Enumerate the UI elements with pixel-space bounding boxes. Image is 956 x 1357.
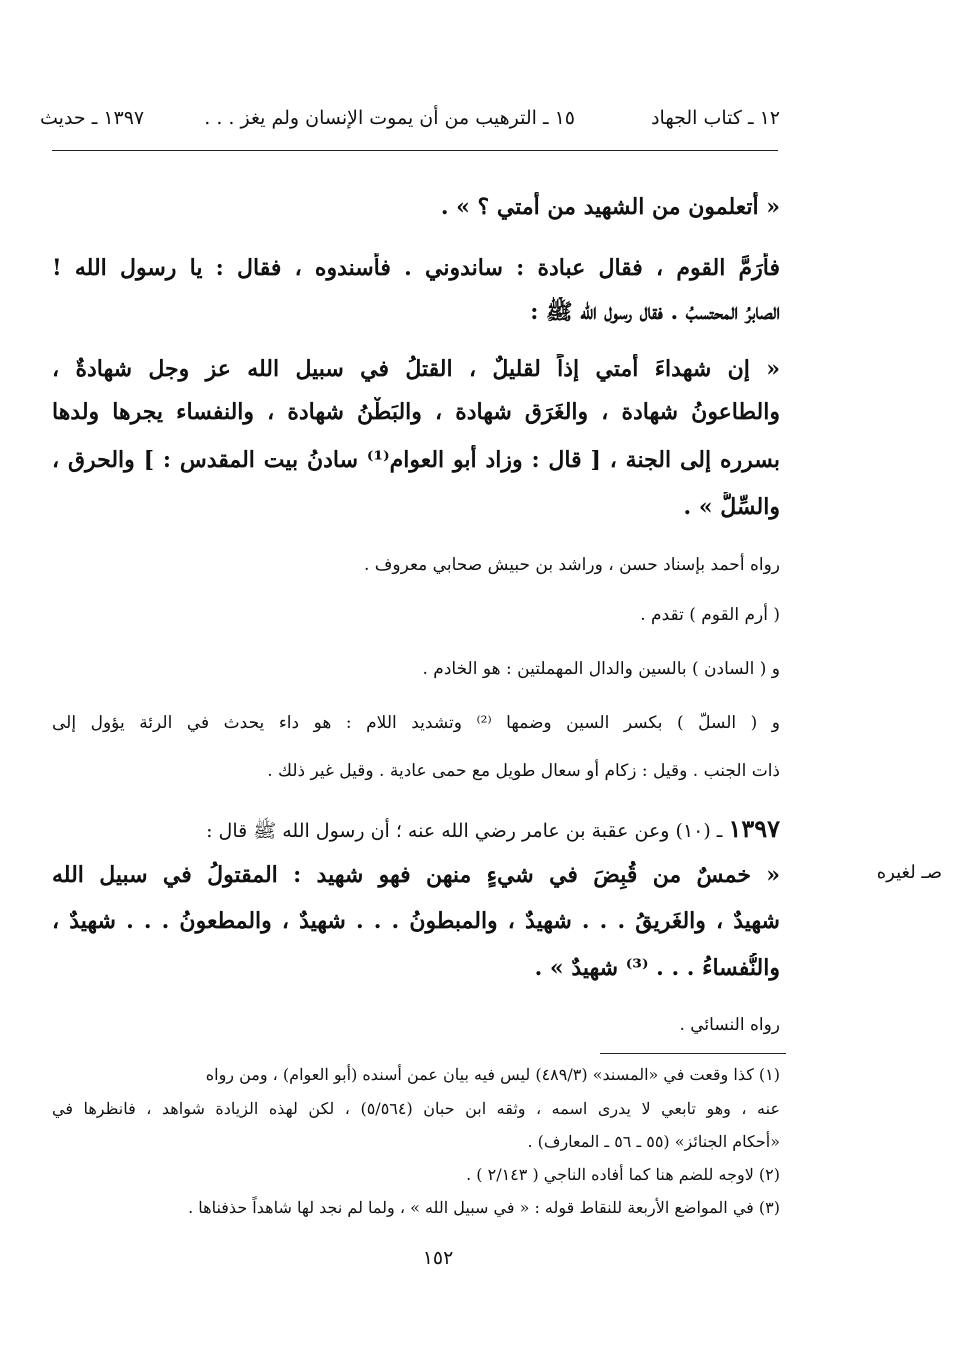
main-text-line: والسِّلُّ » . [683, 494, 780, 520]
main-text-line: فأَرَمَّ القوم ، فقال عبادة : ساندوني . فأسندوه ، فقال : يا رسول الله ! [52, 255, 780, 281]
footnote-line: (١) كذا وقعت في «المسند» (٤٨٩/٣) ليس فيه بيان عمن أسنده (أبو العوام) ، ومن رواه [205, 1065, 780, 1084]
page-number: ١٥٢ [422, 1247, 454, 1269]
header-section: ١٥ ـ الترهيب من أن يموت الإنسان ولم يغز . . . [204, 107, 575, 129]
note-line: رواه أحمد بإسناد حسن ، وراشد بن حبيش صحابي معروف . [363, 555, 780, 575]
footnote-line: (٢) لاوجه للضم هنا كما أفاده الناجي ( ٢/١٤٣ ) . [466, 1165, 780, 1184]
note-line: و ( السادن ) بالسين والدال المهملتين : هو الخادم . [422, 659, 780, 679]
hadith-number: ١٣٩٧ [728, 814, 780, 843]
header-rule [52, 150, 778, 151]
hadith-heading [52, 814, 780, 846]
hadith-text-line: شهيدٌ ، والغَريقُ . . . شهيدٌ ، والمبطونُ . . . شهيدٌ ، والمطعونُ . . . شهيدٌ ، [52, 908, 780, 934]
hadith-source: رواه النسائي . [679, 1015, 780, 1035]
hadith-chain: ـ (١٠) وعن عقبة بن عامر رضي الله عنه ؛ أن رسول الله ﷺ قال : [206, 820, 723, 842]
footnote-line: عنه ، وهو تابعي لا يدرى اسمه ، وثقه ابن حبان (٥/٥٦٤) ، لكن لهذه الزيادة شواهد ، فانظرها في [52, 1099, 780, 1118]
running-header [40, 103, 780, 137]
main-text-line: الصابرُ المحتسبُ . فقال رسول الله ﷺ : [530, 299, 780, 325]
hadith-text-line: « خمسٌ من قُبِضَ في شيءٍ منهن فهو شهيد : المقتولُ في سبيل الله [52, 862, 780, 888]
note-line: ذات الجنب . وقيل : زكام أو سعال طويل مع حمى عادية . وقيل غير ذلك . [267, 761, 780, 781]
note-line: ( أرم القوم ) تقدم . [640, 605, 780, 625]
header-hadith-number: ١٣٩٧ ـ حديث [40, 107, 145, 129]
hadith-grading: صـ لغيره [876, 862, 942, 883]
footnote-rule [600, 1053, 786, 1054]
main-text-line: « أتعلمون من الشهيد من أمتي ؟ » . [440, 194, 780, 220]
main-text-line: بسرره إلى الجنة ، [ قال : وزاد أبو العوام⁽¹⁾ سادنُ بيت المقدس : ] والحرق ، [52, 447, 780, 473]
hadith-text-line: والنُّفساءُ . . . ⁽³⁾ شهيدٌ » . [534, 955, 780, 981]
footnote-line: (٣) في المواضع الأربعة للنقاط قوله : « في سبيل الله » ، ولما لم نجد لها شاهداً حذفناها . [188, 1198, 780, 1217]
footnote-line: «أحكام الجنائز» (٥٥ ـ ٥٦ ـ المعارف) . [527, 1132, 780, 1151]
main-text-line: « إن شهداءَ أمتي إذاً لقليلٌ ، القتلُ في سبيل الله عز وجل شهادةٌ ، [52, 356, 780, 382]
header-chapter: ١٢ ـ كتاب الجهاد [651, 107, 780, 129]
note-line: و ( السلّ ) بكسر السين وضمها ⁽²⁾ وتشديد اللام : هو داء يحدث في الرئة يؤول إلى [52, 713, 780, 733]
main-text-line: والطاعونُ شهادة ، والغَرَق شهادة ، والبَطْنُ شهادة ، والنفساء يجرها ولدها [52, 399, 780, 425]
